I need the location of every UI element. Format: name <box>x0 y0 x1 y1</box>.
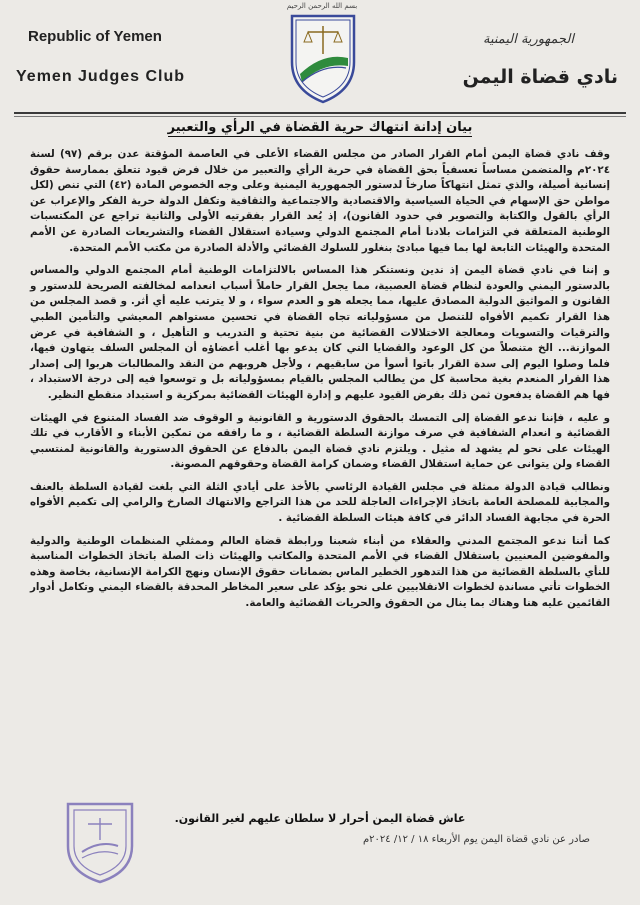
club-emblem-icon <box>288 12 358 104</box>
arabic-club-name: نادي قضاة اليمن <box>462 66 618 88</box>
letterhead <box>0 0 640 112</box>
document-title-text: بيان إدانة انتهاك حرية القضاة في الرأي والتعبير <box>167 120 473 135</box>
header-divider <box>14 112 626 114</box>
arabic-republic-name: الجمهورية اليمنية <box>482 32 574 47</box>
document-title <box>0 120 640 135</box>
paragraph-2: و إننا في نادي قضاة اليمن إذ ندين ونستنكر هذا المساس بالالتزامات الوطنية أمام المجتمع الدولي والمساس بالدستور اليمني والعودة لنظام قضاة العصبية، مما يجعل القرار حاملاً أسباب انعدامه لمخالفته الصريحة للدستور و القانون و المواثيق الدولية المصادق عليها، مما يجعله هو و العدم سواء ، و لا يترتب عليه أي أثر. و قصد المجلس من هذا القرار تكميم الأفواه للتنصل من مسؤولياته تجاه القضاة في تحسين مستواهم المعيشي والتأمين الطبي والترقيات والتسويات ومعالجة الاختلالات القضائية من بنية تحتية و التدريب و التأهيل ، و الشفافية في عرض الموازنة... الخ متنصلاً من كل الوعود والقضايا التي كان يدعو بها أغلب أعضاؤه أن المجلس السلف يتهاون فيها، فلما وصلوا اليوم إلى سدة القرار باتوا أسوأ من سابقيهم ، ولأجل هروبهم من النقد والمطالبات هربوا إلى إصدار هذا القرار المنعدم بغية محاسبة كل من يطالب المجلس بالقيام بمسؤولياته بل و توسعوا فيه إلى درجة الاستبداد ، فها هم القضاة يدفعون ثمن ذلك بفرض القيود عليهم و إدارة الهيئات القضائية بمركزية و استبداد منقطع النظير. <box>30 264 610 401</box>
closing-statement: عاش قضاة اليمن أحرار لا سلطان عليهم لغير القانون. <box>174 812 466 825</box>
document-body <box>30 147 610 619</box>
issue-date-line: صادر عن نادي قضاة اليمن يوم الأربعاء ١٨ / ١٢/ ٢٠٢٤م <box>362 834 590 845</box>
paragraph-5: كما أننا ندعو المجتمع المدني والعقلاء من أبناء شعبنا ورابطة قضاة العالم وممثلي المنظمات الوطنية والدولية والمفوضين المعنيين باستقلال القضاء في الأمم المتحدة والمكاتب والهيئات ذات الصلة باتخاذ الخطوات المناسبة للنأي بالسلطة القضائية من هذا التدهور الخطير الماس بضمانات حقوق الإنسان ونهج الكرامة الإنسانية، بخاصة وهذه الخطوات تأتي مساندة لخطوات الانقلابيين على نحو يؤكد على سعير المخاطر المحدقة بالقضاء اليمني وتكامل أدوار القائمين عليه هنا وهناك بما ينال من الحقوق والحريات القضائية والعامة. <box>30 534 610 610</box>
paragraph-3: و عليه ، فإننا ندعو القضاة إلى التمسك بالحقوق الدستورية و القانونية و الوقوف ضد الفساد المتنوع في الهيئات القضائية و انعدام الشفافية في صرف موازنة السلطة القضائية ، و ما رافقه من تمكين الأبناء و الأقارب في تلك الهيئات على نحو لم يشهد له مثيل . ويلتزم نادي قضاة اليمن بالدفاع عن الحقوق الدستورية والقانونية لمنتسبي القضاء ولن يتوانى عن حماية استقلال القضاء وضمان كرامة القضاة وحقوقهم المصونة. <box>30 411 610 471</box>
header-divider-thin <box>14 116 626 117</box>
club-stamp-icon <box>64 800 136 884</box>
paragraph-4: ونطالب قيادة الدولة ممثلة في مجلس القيادة الرئاسي بالأخذ على أيادي الثلة التي بلغت لقيادة السلطة بالعنف والمجابية للمصلحة العامة باتخاذ الإجراءات العاجلة للحد من هذا التراجع والانتهاك الصارخ والرامي إلى تكميم الأفواه الحرة في مجابهة الفساد الدائر في كافة هيئات السلطة القضائية . <box>30 480 610 525</box>
paragraph-1: وقف نادي قضاة اليمن أمام القرار الصادر من مجلس القضاء الأعلى في العاصمة المؤقتة عدن برقم (٩٧) لسنة ٢٠٢٤م والمتضمن مساساً تعسفياً بحق القضاة في حرية الرأي والتعبير من خلال فرض قيود تتعلق بممارسة حقوق إنسانية أصيلة، والذي تمثل انتهاكاً صارخاً لدستور الجمهورية اليمنية وعلى وجه الخصوص المادة (٤٢) التي تنص (لكل مواطن حق الإسهام في الحياة السياسية والاقتصادية والاجتماعية والثقافية وتكفل الدولة حرية الفكر والإعراب عن الرأي بالقول والكتابة والتصوير في حدود القانون)، إذ يُعد القرار بفقرتيه الأولى والثانية تراجع عن المكتسبات الوطنية المتعلقة في التزامات بلادنا أمام المجتمع الدولي وسيادة استقلال القضاء والتشريعات الصادرة عن الأمم المتحدة والهيئات التابعة لها بما فيها مبادئ بنغلور للسلوك القضائي والأدلة الصادرة من مكتب الأمم المتحدة. <box>30 148 610 254</box>
english-republic-name: Republic of Yemen <box>28 28 162 45</box>
english-club-name: Yemen Judges Club <box>16 68 186 85</box>
basmala: بسم الله الرحمن الرحيم <box>286 2 358 10</box>
